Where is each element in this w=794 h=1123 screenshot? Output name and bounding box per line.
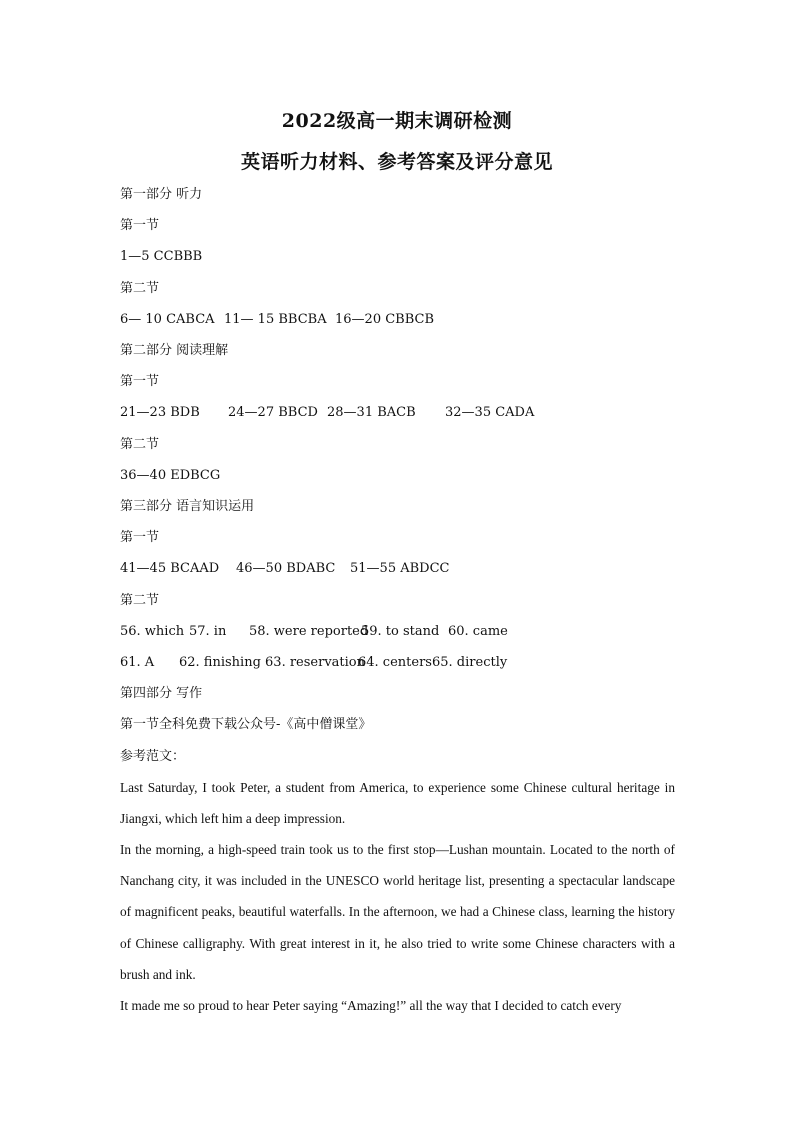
document-title: 2022级高一期末调研检测 [281, 110, 513, 132]
answer-group: 46—50 BDABC [236, 561, 336, 576]
part3-heading: 第三部分 语言知识运用 [120, 499, 255, 514]
answer-group: 41—45 BCAAD [120, 561, 220, 576]
essay-paragraph-1: Last Saturday, I took Peter, a student from America, to experience some Chinese cultural heritage in Jiangxi, which left him a deep impression. [120, 780, 675, 827]
part1-sec2-heading: 第二节 [120, 281, 160, 296]
answer-item: 59. to stand [361, 624, 440, 639]
part2-sec2-heading: 第二节 [120, 437, 160, 452]
part3-sec2-row2 [120, 654, 507, 672]
part2-heading: 第二部分 阅读理解 [120, 343, 229, 358]
part2-sec1-answers [120, 404, 534, 422]
answer-group: 36—40 EDBCG [120, 468, 221, 483]
part1-sec1-answers [120, 248, 202, 266]
sample-essay-label: 参考范文： [120, 749, 186, 764]
answer-group: 1—5 CCBBB [120, 249, 203, 264]
document-subtitle: 英语听力材料、参考答案及评分意见 [240, 151, 553, 173]
part2-sec2-answers [120, 467, 220, 485]
answer-group: 32—35 CADA [445, 405, 535, 420]
essay-paragraph-2: In the morning, a high-speed train took us to the first stop—Lushan mountain. Located to the north of Nanchang city, it was included in the UNESCO world heritage list, presenting a spectacular landscape of magnificent peaks, beautiful waterfalls. In the afternoon, we had a Chinese class, learning the history of Chinese calligraphy. With great interest in it, he also tried to write some Chinese characters with a brush and ink. [120, 842, 675, 982]
part1-sec2-answers [120, 311, 434, 329]
answer-item: 58. were reported [249, 624, 369, 639]
part4-heading: 第四部分 写作 [120, 686, 203, 701]
part3-sec1-heading: 第一节 [120, 530, 160, 545]
answer-item: 56. which [120, 624, 185, 639]
essay-paragraph-3: It made me so proud to hear Peter saying “Amazing!” all the way that I decided to catch every [120, 998, 622, 1013]
part4-sec1-heading: 第一节全科免费下载公众号-《高中僧课堂》 [120, 717, 372, 732]
part1-sec1-heading: 第一节 [120, 218, 160, 233]
answer-group: 24—27 BBCD [228, 405, 318, 420]
answer-group: 28—31 BACB [327, 405, 416, 420]
part3-sec2-heading: 第二节 [120, 593, 160, 608]
answer-item: 60. came [448, 624, 508, 639]
part3-sec1-answers [120, 560, 449, 578]
part1-heading: 第一部分 听力 [120, 187, 203, 202]
answer-item: 62. finishing 63. reservation [179, 655, 366, 670]
answer-item: 61. A [120, 655, 155, 670]
answer-item: 57. in [189, 624, 227, 639]
answer-item: 64. centers [358, 655, 432, 670]
answer-group: 11— 15 BBCBA [224, 312, 327, 327]
answer-item: 65. directly [432, 655, 508, 670]
part2-sec1-heading: 第一节 [120, 374, 160, 389]
answer-group: 16—20 CBBCB [335, 312, 435, 327]
answer-group: 21—23 BDB [120, 405, 200, 420]
answer-group: 51—55 ABDCC [350, 561, 450, 576]
answer-group: 6— 10 CABCA [120, 312, 215, 327]
part3-sec2-row1 [120, 623, 508, 641]
